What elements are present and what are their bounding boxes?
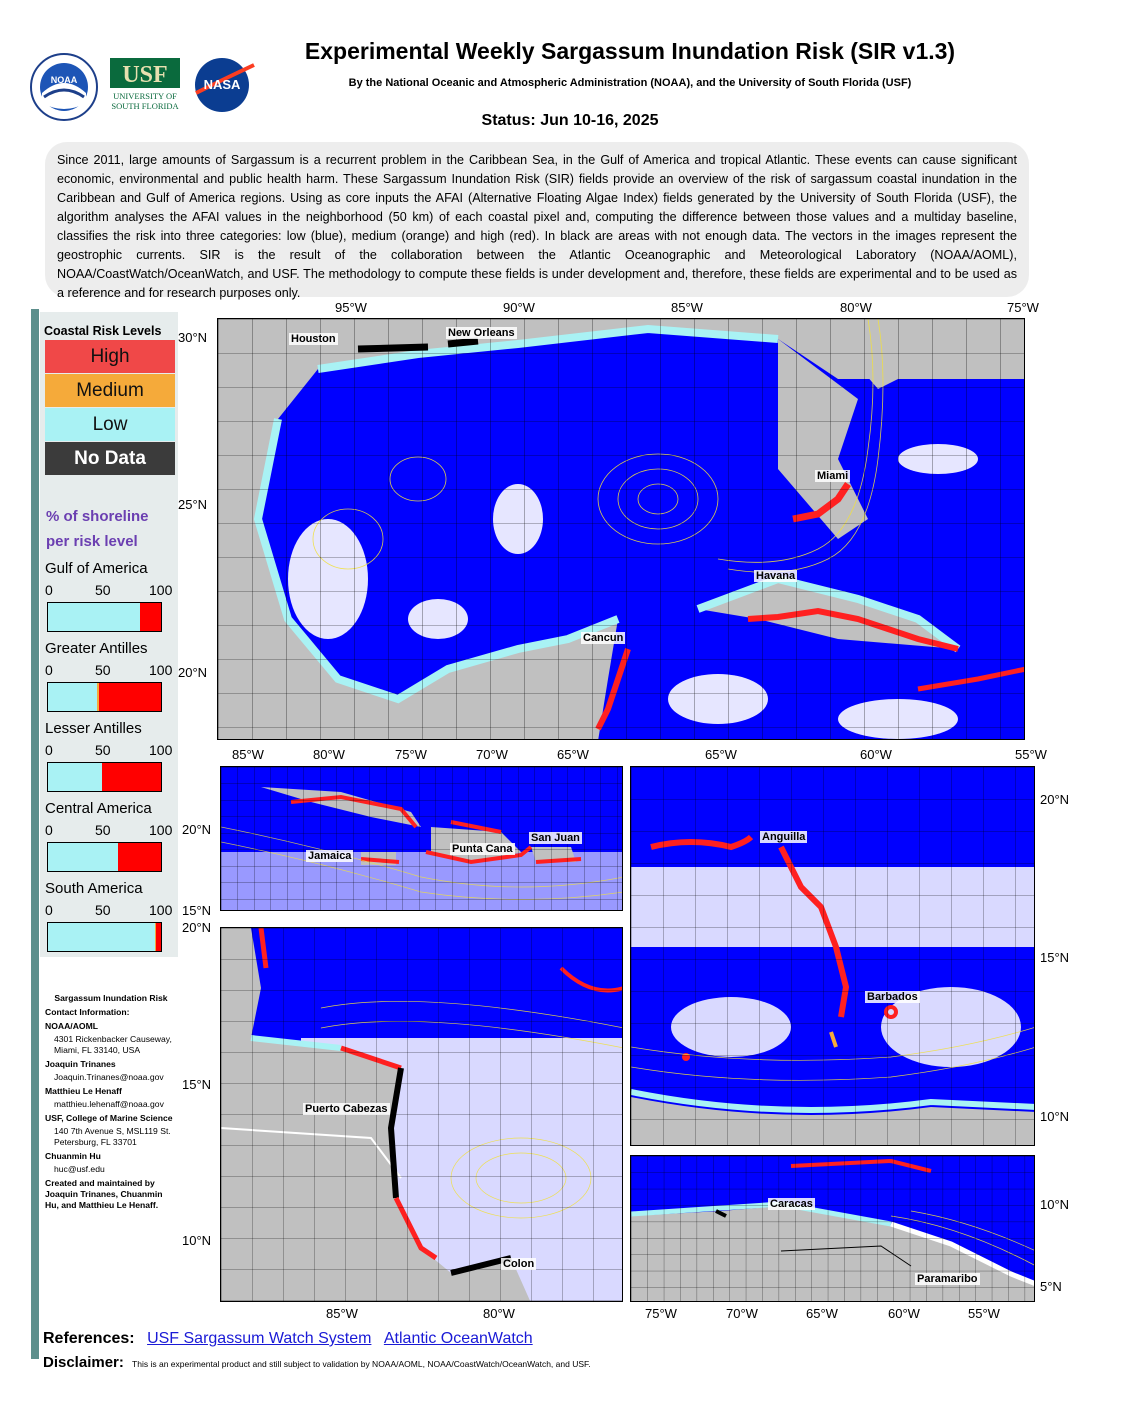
ga-lon-65: 65°W	[557, 747, 589, 762]
description-text: Since 2011, large amounts of Sargassum is a recurrent problem in the Caribbean Sea, in the Gulf of America and tropical Atlantic. These events can cause significant economic, environmental and public health harm. These Sargassum Inundation Risk (SIR) fields provide an overview of the risk of sargassum coastal inundation in the Caribbean and Gulf of America regions. Using as core inputs the AFAI (Alternative Floating Algae Index) fields generated by the University of South Florida (USF), the algorithm analyses the AFAI values in the neighborhood (50 km) of each coastal pixel and, computing the difference between those values and a multiday baseline, classifies the risk into three categories: low (blue), medium (orange) and high (red). In black are areas with not enough data. The vectors in the images represent the geostrophic currents. SIR is the result of the collaboration between the Atlantic Oceanographic and Meteorological Laboratory (NOAA/AOML), NOAA/CoastWatch/OceanWatch, and USF. The methodology to compute these fields is under development and, therefore, these fields are experimental and to be used as a reference and for research purposes only.	[57, 153, 1017, 300]
region-name: Greater Antilles	[45, 640, 148, 657]
low-segment	[48, 763, 102, 791]
pct-title-line2: per risk level	[46, 533, 138, 550]
city-houston: Houston	[291, 333, 336, 345]
bar-tick-label: 50	[95, 822, 111, 838]
ca-lon-80: 80°W	[483, 1306, 515, 1321]
city-miami: Miami	[817, 470, 849, 482]
sa-lat-5: 5°N	[1040, 1279, 1062, 1294]
nasa-logo	[190, 55, 258, 115]
svg-text:NASA: NASA	[203, 77, 241, 92]
region-name: South America	[45, 880, 143, 897]
atlantic-oceanwatch-link[interactable]: Atlantic OceanWatch	[383, 1330, 533, 1347]
risk-nodata-label: No Data	[45, 442, 175, 475]
gulf-lon-80: 80°W	[840, 300, 872, 315]
gulf-lat-30: 30°N	[178, 330, 208, 345]
contact-person2: Matthieu Le Henaff	[45, 1086, 122, 1096]
svg-text:UNIVERSITY OF: UNIVERSITY OF	[113, 91, 177, 101]
bar-tick-label: 0	[45, 902, 53, 918]
city-puerto-cabezas: Puerto Cabezas	[305, 1103, 388, 1115]
risk-percent-bar	[47, 602, 162, 632]
city-barbados: Barbados	[867, 991, 918, 1003]
contact-info	[45, 990, 177, 1211]
risk-percent-bar	[47, 762, 162, 792]
la-lat-15: 15°N	[1040, 950, 1070, 965]
usf-logo	[110, 58, 180, 112]
city-caracas: Caracas	[770, 1198, 813, 1210]
ca-lat-10: 10°N	[182, 1233, 212, 1248]
contact-addr2: 140 7th Avenue S, MSL119 St. Petersburg, FL 33701	[54, 1126, 171, 1147]
risk-medium-label: Medium	[45, 374, 175, 407]
contact-title: Sargassum Inundation Risk	[54, 993, 168, 1003]
usf-sargassum-link[interactable]: USF Sargassum Watch System	[147, 1330, 372, 1347]
bar-tick-label: 0	[45, 582, 53, 598]
bar-tick-label: 50	[95, 742, 111, 758]
contact-person1: Joaquin Trinanes	[45, 1059, 116, 1069]
central-america-map	[220, 927, 623, 1302]
gulf-lat-25: 25°N	[178, 497, 208, 512]
bar-tick-label: 100	[149, 662, 173, 678]
bar-tick-label: 0	[45, 822, 53, 838]
region-name: Lesser Antilles	[45, 720, 142, 737]
city-punta-cana: Punta Cana	[452, 843, 513, 855]
gulf-lat-20: 20°N	[178, 665, 208, 680]
low-segment	[48, 843, 118, 871]
side-accent-bar	[31, 309, 39, 1359]
contact-email2[interactable]: matthieu.lehenaff@noaa.gov	[54, 1099, 164, 1109]
central-america-map-svg	[221, 928, 623, 1302]
bar-tick-label: 50	[95, 902, 111, 918]
contact-email1[interactable]: Joaquin.Trinanes@noaa.gov	[54, 1072, 164, 1082]
bar-tick-label: 100	[149, 742, 173, 758]
gulf-lon-85: 85°W	[671, 300, 703, 315]
status-date: Status: Jun 10-16, 2025	[481, 112, 659, 129]
contact-credits: Created and maintained by Joaquin Trinanes, Chuanmin Hu, and Matthieu Le Henaff.	[45, 1178, 163, 1210]
region-name: Gulf of America	[45, 560, 148, 577]
legend-title: Coastal Risk Levels	[44, 324, 162, 338]
bar-tick-label: 100	[149, 582, 173, 598]
la-lon-65: 65°W	[705, 747, 737, 762]
la-lon-55: 55°W	[1015, 747, 1047, 762]
page-subtitle: By the National Oceanic and Atmospheric Administration (NOAA), and the University of South Florida (USF)	[348, 77, 912, 89]
la-lat-10: 10°N	[1040, 1109, 1070, 1124]
disclaimer-text: This is an experimental product and still subject to validation by NOAA/AOML, NOAA/CoastWatch/OceanWatch, and USF.	[132, 1359, 591, 1369]
high-segment	[140, 603, 161, 631]
noaa-logo-text: NOAA	[50, 75, 78, 85]
bar-tick-label: 50	[95, 662, 111, 678]
gulf-lon-90: 90°W	[503, 300, 535, 315]
ca-lat-15: 15°N	[182, 1077, 212, 1092]
contact-person3: Chuanmin Hu	[45, 1151, 101, 1161]
lesser-antilles-map	[630, 766, 1035, 1146]
ga-lon-80: 80°W	[313, 747, 345, 762]
ga-lon-85: 85°W	[232, 747, 264, 762]
contact-org2: USF, College of Marine Science	[45, 1113, 173, 1123]
description-box	[45, 142, 1029, 300]
city-jamaica: Jamaica	[308, 850, 352, 862]
low-segment	[48, 923, 155, 951]
low-segment	[48, 683, 97, 711]
risk-percent-bar	[47, 682, 162, 712]
gulf-lon-95: 95°W	[335, 300, 367, 315]
disclaimer-label: Disclaimer:	[43, 1354, 124, 1371]
contact-email3[interactable]: huc@usf.edu	[54, 1164, 105, 1174]
ga-lon-70: 70°W	[476, 747, 508, 762]
sa-lat-10: 10°N	[1040, 1197, 1070, 1212]
high-segment	[102, 763, 161, 791]
contact-info-label: Contact Information:	[45, 1007, 130, 1017]
city-san-juan: San Juan	[531, 832, 580, 844]
ga-lat-20: 20°N	[182, 822, 212, 837]
sa-lon-60: 60°W	[888, 1306, 920, 1321]
risk-low-label: Low	[45, 408, 175, 441]
risk-percent-bar	[47, 842, 162, 872]
sa-lon-75: 75°W	[645, 1306, 677, 1321]
city-colon: Colon	[503, 1258, 535, 1270]
low-segment	[48, 603, 140, 631]
svg-text:SOUTH FLORIDA: SOUTH FLORIDA	[111, 101, 179, 111]
contact-addr1: 4301 Rickenbacker Causeway, Miami, FL 33140, USA	[54, 1034, 172, 1055]
high-segment	[156, 923, 161, 951]
la-lon-60: 60°W	[860, 747, 892, 762]
noaa-logo	[30, 53, 98, 121]
ca-lon-85: 85°W	[326, 1306, 358, 1321]
bar-tick-label: 50	[95, 582, 111, 598]
page-title: Experimental Weekly Sargassum Inundation Risk (SIR v1.3)	[304, 38, 956, 64]
high-segment	[99, 683, 161, 711]
high-segment	[118, 843, 161, 871]
ga-lon-75: 75°W	[395, 747, 427, 762]
contact-org1: NOAA/AOML	[45, 1021, 98, 1031]
svg-text:USF: USF	[122, 62, 168, 88]
gulf-map-svg	[218, 319, 1025, 740]
la-lat-20: 20°N	[1040, 792, 1070, 807]
region-name: Central America	[45, 800, 152, 817]
city-anguilla: Anguilla	[762, 831, 806, 843]
risk-percent-bar	[47, 922, 162, 952]
sa-lon-70: 70°W	[726, 1306, 758, 1321]
city-havana: Havana	[756, 570, 796, 582]
sa-lon-55: 55°W	[968, 1306, 1000, 1321]
bar-tick-label: 0	[45, 662, 53, 678]
pct-title-line1: % of shoreline	[46, 508, 149, 525]
gulf-map	[217, 318, 1025, 740]
bar-tick-label: 0	[45, 742, 53, 758]
risk-high-label: High	[45, 340, 175, 373]
bar-tick-label: 100	[149, 822, 173, 838]
ga-lat-15: 15°N	[182, 903, 212, 918]
lesser-antilles-map-svg	[631, 767, 1035, 1146]
gulf-lon-75: 75°W	[1007, 300, 1039, 315]
bar-tick-label: 100	[149, 902, 173, 918]
disclaimer	[43, 1354, 591, 1371]
city-cancun: Cancun	[583, 632, 624, 644]
city-new-orleans: New Orleans	[448, 327, 515, 339]
ca-lat-20: 20°N	[182, 920, 212, 935]
references	[43, 1330, 533, 1348]
references-label: References:	[43, 1330, 135, 1347]
city-paramaribo: Paramaribo	[917, 1273, 978, 1285]
sa-lon-65: 65°W	[806, 1306, 838, 1321]
